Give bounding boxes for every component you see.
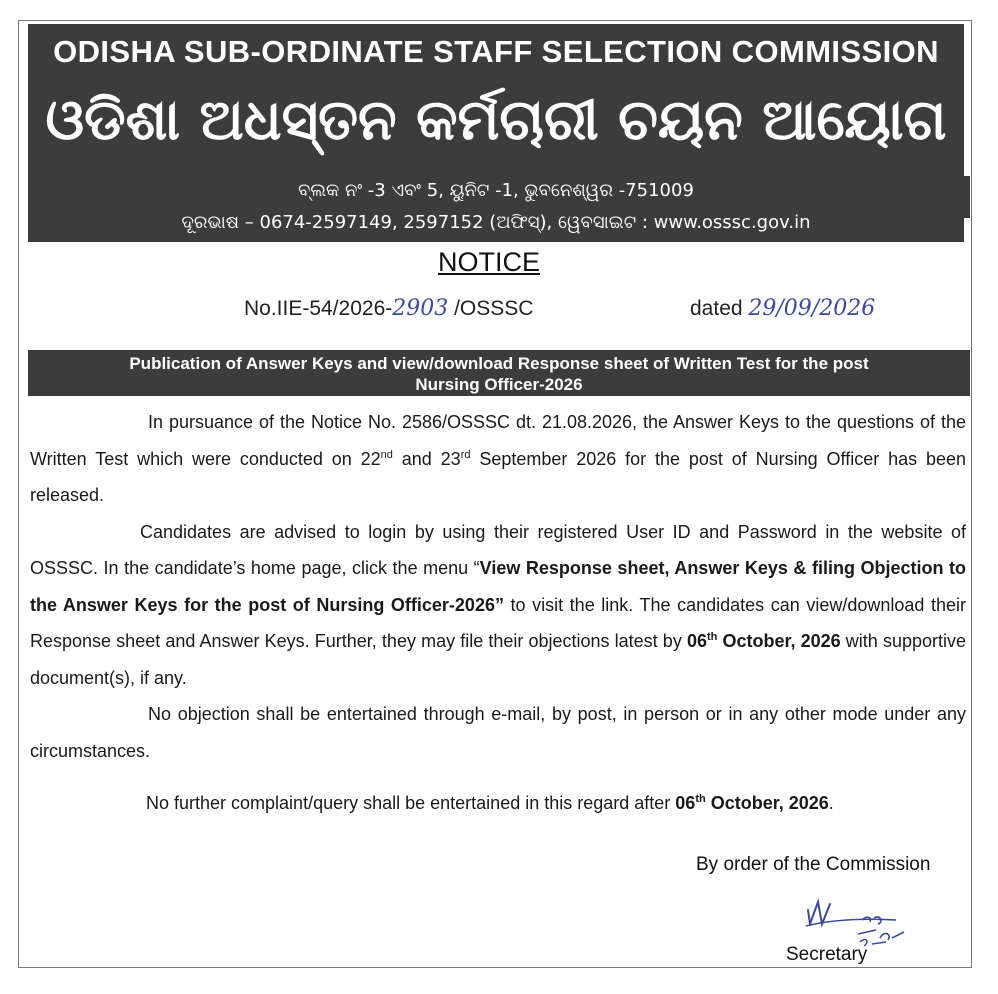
notice-number [244, 296, 533, 321]
p4-deadline-sup: th [695, 793, 706, 805]
p2-text-a: Candidates are advised to login by using their registered User ID and Password in the website of OSSSC. In the candidate’s home page, click the menu “ [30, 521, 966, 578]
p4-deadline [675, 793, 829, 813]
paragraph-4 [30, 785, 966, 822]
letterhead [28, 24, 964, 242]
notice-number-handwritten: 2903 [392, 296, 449, 321]
paragraph-1 [30, 404, 966, 514]
p1-text-a: In pursuance of the Notice No. 2586/OSSSC dt. 21.08.2026, the Answer Keys to the questions of the Written Test which were conducted on 22 [30, 412, 966, 469]
commission-name-english: ODISHA SUB-ORDINATE STAFF SELECTION COMMISSION [53, 34, 939, 69]
p4-deadline-day: 06 [675, 793, 696, 813]
p4-text-c: . [828, 793, 834, 813]
p2-deadline-sup: th [706, 631, 718, 643]
commission-contact: ଦୂରଭାଷ – 0674-2597149, 2597152 (ଅଫିସ୍), ୱେବସାଇଟ : www.osssc.gov.in [181, 212, 811, 233]
subject-heading [28, 350, 970, 396]
p1-text-b: and 23 [392, 448, 461, 469]
notice-date [690, 296, 875, 321]
p2-deadline [687, 631, 841, 651]
subject-line-1: Publication of Answer Keys and view/download Response sheet of Written Test for the post [129, 354, 869, 373]
p1-text-c: September 2026 for the post of Nursing Officer has been released. [30, 448, 967, 505]
p4-deadline-month: October, 2026 [705, 793, 829, 813]
p2-text-b: to visit the link. The candidates can view/download their Response sheet and Answer Keys. Further, they may file their objections latest by [30, 594, 966, 651]
commission-name-odia: ଓଡିଶା ଅଧସ୍ତନ କର୍ମଚାରୀ ଚୟନ ଆୟୋଗ [45, 88, 947, 153]
notice-number-prefix: No.IIE-54/2026- [244, 297, 393, 320]
by-order-text: By order of the Commission [696, 854, 931, 875]
scan-edge-mark [964, 176, 970, 218]
subject-line-2: Nursing Officer-2026 [415, 375, 583, 394]
paragraph-2 [30, 514, 966, 697]
p2-text-c: with supportive document(s), if any. [30, 631, 966, 688]
p1-sup-rd: rd [460, 448, 471, 461]
commission-address: ବ୍ଲକ ନଂ -3 ଏବଂ 5, ୟୁନିଟ -1, ଭୁବନେଶ୍ୱର -751009 [298, 180, 694, 201]
secretary-title: Secretary [786, 944, 868, 965]
notice-body [30, 404, 966, 822]
p2-deadline-day: 06 [686, 631, 707, 651]
p2-menu-name: View Response sheet, Answer Keys & filing Objection to the Answer Keys for the post of Nursing Officer-2026” [30, 558, 966, 615]
dated-label: dated [690, 297, 749, 320]
p2-deadline-month: October, 2026 [717, 631, 841, 651]
notice-title: NOTICE [438, 247, 541, 277]
p1-sup-nd: nd [380, 448, 393, 461]
paragraph-3: No objection shall be entertained through e-mail, by post, in person or in any other mode under any circumstances. [30, 704, 966, 761]
dated-handwritten: 29/09/2026 [748, 296, 876, 321]
p4-text-a: No further complaint/query shall be entertained in this regard after [146, 793, 676, 813]
notice-number-suffix: /OSSSC [448, 297, 534, 320]
